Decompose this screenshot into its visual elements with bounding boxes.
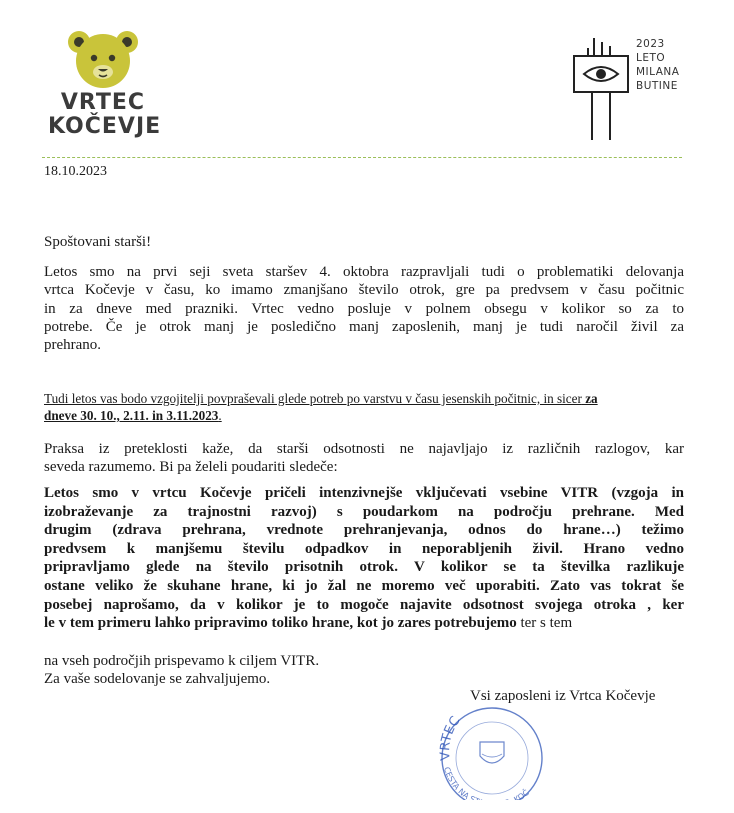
svg-text:VRTEC (438, 714, 463, 761)
eye-tower-icon (572, 38, 632, 143)
p4-line: le v tem primeru lahko pripravimo toliko hrane, kot jo zares potrebujemo (44, 615, 517, 632)
p1-line: prehrano. (44, 337, 102, 354)
p1-line: vrtca Kočevje v času, ko imamo zmanjšano število otrok, gre pa predvsem v času počitnic (44, 282, 684, 299)
p4-line: drugim (zdrava prehrana, vrednote prehranjevanja, odnos do hrane…) težimo (44, 522, 684, 539)
p4-line: predvsem k manjšemu številu odpadkov in neporabljenih živil. Hrano vedno (44, 540, 684, 557)
logo-milana: MILANA (636, 66, 680, 78)
logo-year: 2023 (636, 38, 665, 50)
paragraph-practice (44, 440, 684, 477)
p1-line: Letos smo na prvi seji sveta staršev 4. oktobra razpravljali tudi o problematiki delovanja (44, 264, 684, 280)
p2-bold: za (581, 391, 598, 406)
bear-icon (48, 28, 158, 88)
stamp-text-bottom: CESTA NA S KOČ (442, 765, 531, 800)
letter-date: 18.10.2023 (44, 164, 107, 179)
p4-line: izobraževanje za trajnostni razvoj) s poudarkom na področju prehrane. Med (44, 503, 684, 520)
p3-line: Praksa iz preteklosti kaže, da starši odsotnosti ne najavljajo iz različnih razlogov, kar (44, 441, 684, 457)
p2-text: Tudi letos vas bodo vzgojitelji povpraševali glede potreb po varstvu v času jesenskih počitnic, in sicer (44, 391, 582, 406)
paragraph-holiday-dates (44, 390, 684, 424)
leto-milana-butine-logo (572, 38, 712, 148)
stamp-seal-icon (430, 690, 560, 800)
vrtec-kocevje-logo (48, 28, 162, 140)
greeting: Spoštovani starši! (44, 234, 152, 250)
signature: Vsi zaposleni iz Vrtca Kočevje (470, 688, 656, 704)
p2-period: . (218, 408, 222, 423)
paragraph-vitr-goals: na vseh področjih prispevamo k ciljem VITR. (44, 653, 320, 669)
p3-line: seveda razumemo. Bi pa želeli poudariti sledeče: (44, 459, 338, 476)
logo-leto: LETO (636, 52, 666, 64)
logo-butine: BUTINE (636, 80, 678, 92)
paragraph-council (44, 263, 684, 354)
paragraph-vitr (44, 484, 684, 633)
official-stamp (430, 690, 560, 800)
paragraph-thanks: Za vaše sodelovanje se zahvaljujemo. (44, 671, 271, 687)
logo-word-kocevje: KOČEVJE (48, 114, 162, 139)
p4-tail: ter s tem (516, 615, 573, 632)
p4-line: Letos smo v vrtcu Kočevje pričeli intenzivnejše vključevati vsebine VITR (vzgoja in (44, 485, 684, 501)
p4-line: posebej naprošamo, da v kolikor je to mogoče najavite odsotnost svojega otroka , ker (44, 596, 684, 613)
holiday-dates: dneve 30. 10., 2.11. in 3.11.2023 (44, 408, 219, 423)
header-divider (42, 157, 682, 158)
p4-line: pripravljamo glede na število prisotnih otrok. V kolikor se ta številka razlikuje (44, 559, 684, 576)
stamp-text-top: VRTEC (438, 713, 464, 762)
p1-line: in za dneve med prazniki. Vrtec vedno posluje v polnem obsegu v kolikor so za to (44, 300, 684, 317)
logo-word-vrtec: VRTEC (60, 90, 146, 115)
p1-line: potrebe. Če je otrok manj je posledično manj zaposlenih, manj je tudi naročil živil za (44, 318, 684, 335)
p4-line: ostane veliko že skuhane hrane, ki jo žal ne moremo več uporabiti. Zato vas tokrat še (44, 577, 684, 594)
